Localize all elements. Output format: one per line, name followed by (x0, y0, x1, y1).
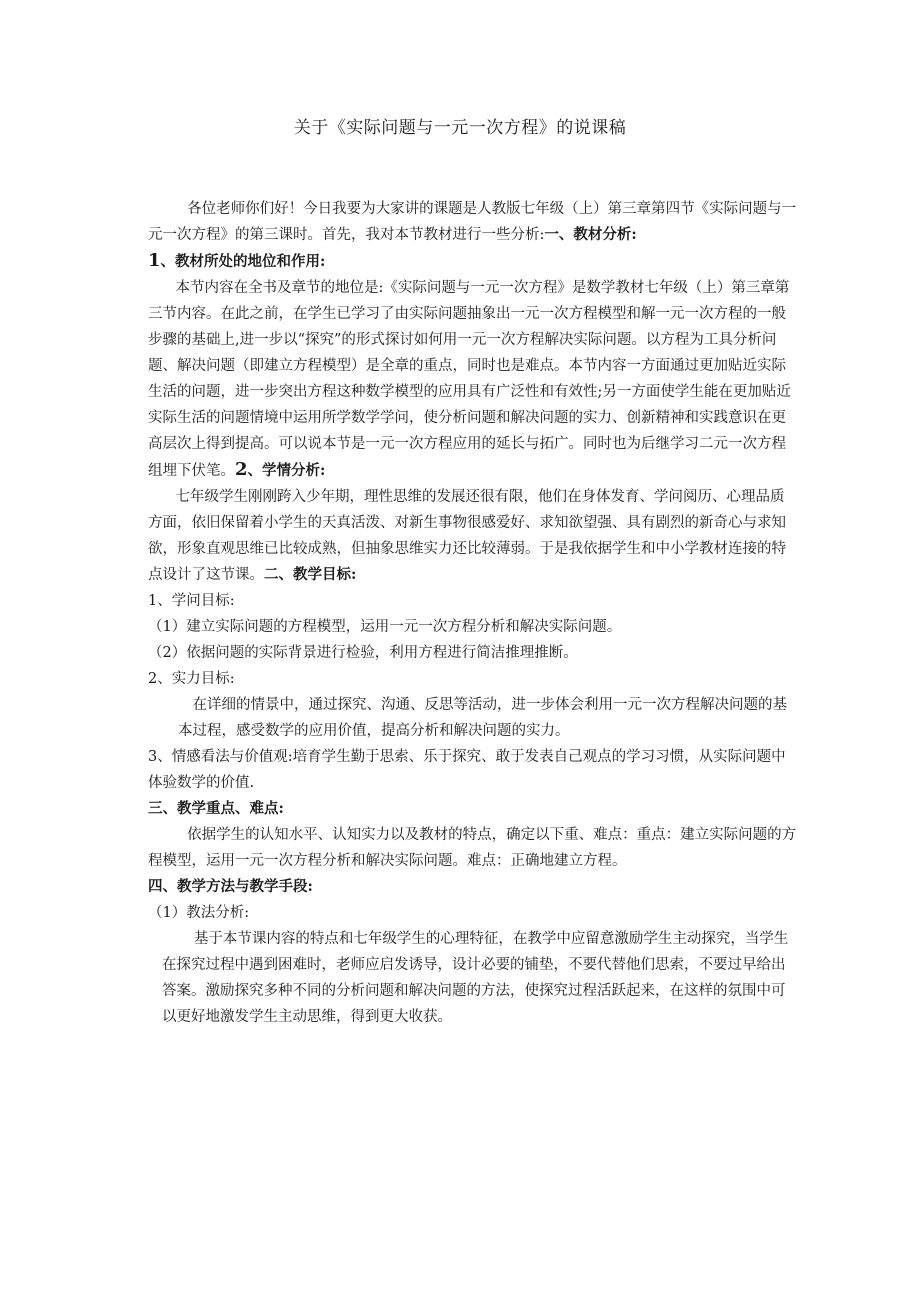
intro-text: 各位老师你们好！今日我要为大家讲的课题是人教版七年级（上）第三章第四节《实际问题与一元一次方程》的第三课时。首先，我对本节教材进行一些分析: (148, 201, 797, 243)
goal-1-label: 1、学问目标: (148, 593, 235, 609)
subsection-1-title: 、教材所处的地位和作用: (160, 253, 326, 270)
subsection-2-number: 2 (235, 459, 248, 480)
document-title: 关于《实际问题与一元一次方程》的说课稿 (293, 118, 627, 138)
goal-2-paragraph: 在详细的情景中，通过探究、沟通、反思等活动，进一步体会利用一元一次方程解决问题的基本过程，感受数学的应用价值，提高分析和解决问题的实力。 (178, 697, 787, 739)
goal-1-item-1: （1）建立实际问题的方程模型，运用一元一次方程分析和解决实际问题。 (148, 619, 622, 635)
subsection-1-number: 1 (148, 250, 161, 271)
goal-3-text: 培育学生勤于思索、乐于探究、敢于发表自己观点的学习习惯，从实际问题中体验数学的价值. (148, 749, 786, 791)
subsection-2-paragraph (148, 484, 798, 588)
document-body (148, 196, 798, 1030)
intro-paragraph (148, 196, 798, 248)
goal-3-label: 3、情感看法与价值观: (148, 749, 293, 765)
goal-3-paragraph (148, 744, 798, 796)
section-1-heading: 一、教材分析: (544, 226, 637, 243)
section-3-paragraph: 依据学生的认知水平、认知实力以及教材的特点，确定以下重、难点：重点：建立实际问题的方程模型，运用一元一次方程分析和解决实际问题。难点：正确地建立方程。 (148, 827, 797, 869)
subsection-2-text: 七年级学生刚刚跨入少年期，理性思维的发展还很有限，他们在身体发育、学问阅历、心理品质方面，依旧保留着小学生的天真活泼、对新生事物很感爱好、求知欲望强、具有剧烈的新奇心与求知欲，形象直观思维已比较成熟，但抽象思维实力还比较薄弱。于是我依据学生和中小学教材连接的特点设计了这节课。 (148, 489, 786, 583)
section-2-heading: 二、教学目标: (264, 566, 357, 583)
section-3-heading: 三、教学重点、难点: (148, 800, 284, 817)
section-4-subheading-1: （1）教法分析: (148, 905, 250, 921)
subsection-1-heading (148, 248, 798, 275)
section-4-paragraph-1: 基于本节课内容的特点和七年级学生的心理特征，在教学中应留意激励学生主动探究，当学生在探究过程中遇到困难时，老师应启发诱导，设计必要的铺垫，不要代替他们思索，不要过早给出答案。激励探究多种不同的分析问题和解决问题的方法，使探究过程活跃起来，在这样的氛围中可以更好地激发学生主动思维，得到更大收获。 (162, 931, 789, 1025)
subsection-1-text: 本节内容在全书及章节的地位是:《实际问题与一元一次方程》是数学教材七年级（上）第三章第三节内容。在此之前，在学生已学习了由实际问题抽象出一元一次方程模型和解一元一次方程的一般步骤的基础上,进一步以“探究”的形式探讨如何用一元一次方程解决实际问题。以方程为工具分析问题、解决问题（即建立方程模型）是全章的重点，同时也是难点。本节内容一方面通过更加贴近实际生活的问题，进一步突出方程这种数学模型的应用具有广泛性和有效性;另一方面使学生能在更加贴近实际生活的问题情境中运用所学数学学问，使分析问题和解决问题的实力、创新精神和实践意识在更高层次上得到提高。可以说本节是一元一次方程应用的延长与拓广。同时也为后继学习二元一次方程组埋下伏笔。 (148, 280, 791, 479)
goal-1-item-2: （2）依据问题的实际背景进行检验，利用方程进行简洁推理推断。 (148, 645, 578, 661)
section-4-heading: 四、教学方法与教学手段: (148, 878, 313, 895)
subsection-1-paragraph (148, 275, 798, 484)
goal-2-label: 2、实力目标: (148, 671, 235, 687)
subsection-2-title: 、学情分析: (247, 462, 326, 479)
